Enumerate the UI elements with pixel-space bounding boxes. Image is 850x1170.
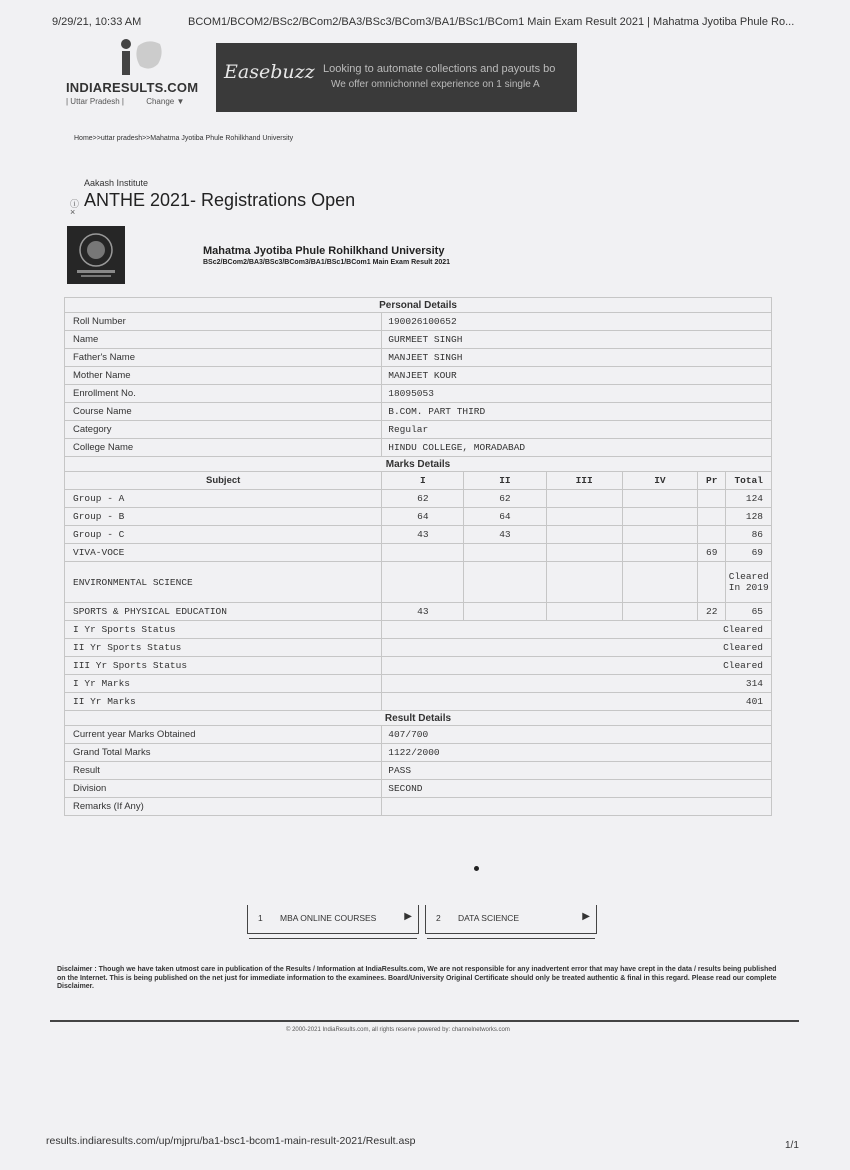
print-datetime: 9/29/21, 10:33 AM [52,16,142,28]
marks-cell [622,490,697,508]
course-label: MBA ONLINE COURSES [280,913,377,923]
divider [50,1020,799,1022]
enrollment-value: 18095053 [382,385,772,403]
table-row [65,657,772,675]
table-row [65,798,772,816]
marks-cell [546,544,622,562]
marks-header-row [65,472,772,490]
result-table [64,297,772,816]
course-number: 2 [436,913,441,923]
marks-details-heading: Marks Details [65,457,772,472]
subject-cell: Group - B [65,508,382,526]
copyright-text: © 2000-2021 IndiaResults.com, all rights reserve powered by: channelnetworks.com [286,1027,510,1033]
print-page-number: 1/1 [785,1140,799,1151]
marks-cell: 64 [382,508,464,526]
state-label: | Uttar Pradesh | [66,97,124,106]
result-value: PASS [382,762,772,780]
remarks-value [382,798,772,816]
marks-cell [622,526,697,544]
course-link-mba[interactable] [247,905,419,934]
table-row [65,367,772,385]
subject-cell: SPORTS & PHYSICAL EDUCATION [65,603,382,621]
exam-name: BSc2/BCom2/BA3/BSc3/BCom3/BA1/BSc1/BCom1 Main Exam Result 2021 [203,259,451,266]
marks-cell [622,508,697,526]
table-row [65,385,772,403]
table-row [65,526,772,544]
division-value: SECOND [382,780,772,798]
status-label: I Yr Marks [65,675,382,693]
result-label: Result [65,762,382,780]
father-name-value: MANJEET SINGH [382,349,772,367]
change-state-link[interactable]: Change ▼ [146,97,185,106]
table-row [65,544,772,562]
disclaimer-text: Disclaimer : Though we have taken utmost care in publication of the Results / Information at IndiaResults.com, We are not responsible for any inadvertent error that may have crept in the data / results being published on the Internet. This is being published on the net just for immediate information to the examinees. Board/University Original Certificate should only be treated authentic & final in this regard. Please read our complete Disclaimer. [57,966,777,990]
status-label: II Yr Sports Status [65,639,382,657]
subject-header: Subject [65,472,382,490]
marks-cell [382,562,464,603]
category-value: Regular [382,421,772,439]
marks-cell [464,544,546,562]
total-cell: Cleared In 2019 [726,562,772,603]
university-name: Mahatma Jyotiba Phule Rohilkhand University [203,245,445,257]
marks-cell [546,562,622,603]
division-label: Division [65,780,382,798]
logo-text: INDIARESULTS.COM [66,80,199,95]
marks-cell: 43 [464,526,546,544]
college-label: College Name [65,439,382,457]
table-row [65,331,772,349]
table-row [65,762,772,780]
marks-cell [464,562,546,603]
marks-cell [698,562,726,603]
total-cell: 86 [726,526,772,544]
total-cell: 124 [726,490,772,508]
promo-sponsor: Aakash Institute [84,178,149,188]
ad-text-line2: We offer omnichonnel experience on 1 single A [331,79,540,90]
subject-cell: Group - A [65,490,382,508]
remarks-label: Remarks (If Any) [65,798,382,816]
subject-cell: Group - C [65,526,382,544]
roll-number-label: Roll Number [65,313,382,331]
status-label: III Yr Sports Status [65,657,382,675]
subject-cell: VIVA-VOCE [65,544,382,562]
paper-i-header: I [382,472,464,490]
marks-cell: 64 [464,508,546,526]
print-page-title: BCOM1/BCOM2/BSc2/BCom2/BA3/BSc3/BCom3/BA1/BSc1/BCom1 Main Exam Result 2021 | Mahatma Jyotiba Phule Ro... [188,16,795,28]
course-number: 1 [258,913,263,923]
table-row [65,726,772,744]
status-value: 401 [382,693,772,711]
promo-title[interactable]: ANTHE 2021- Registrations Open [84,190,356,210]
course-underline [249,938,417,941]
subject-cell: ENVIRONMENTAL SCIENCE [65,562,382,603]
ad-brand: Easebuzz [224,61,315,83]
current-marks-label: Current year Marks Obtained [65,726,382,744]
close-icon[interactable]: × [70,207,76,217]
table-row [65,744,772,762]
marks-cell [698,508,726,526]
play-arrow-icon: ▶ [404,911,412,922]
marks-cell [622,544,697,562]
table-row [65,349,772,367]
breadcrumb[interactable]: Home>>uttar pradesh>>Mahatma Jyotiba Phule Rohilkhand University [74,135,294,142]
total-cell: 128 [726,508,772,526]
marks-cell: 62 [382,490,464,508]
marks-cell: 62 [464,490,546,508]
marks-cell [546,490,622,508]
table-row [65,675,772,693]
table-row [65,508,772,526]
table-row [65,439,772,457]
course-label: Course Name [65,403,382,421]
info-icon[interactable]: ⓘ [70,199,80,209]
name-value: GURMEET SINGH [382,331,772,349]
name-label: Name [65,331,382,349]
marks-cell [698,526,726,544]
marks-cell [622,603,697,621]
university-seal-icon [67,226,125,284]
personal-details-heading: Personal Details [65,298,772,313]
total-header: Total [726,472,772,490]
play-arrow-icon: ▶ [582,911,590,922]
course-label: DATA SCIENCE [458,913,520,923]
enrollment-label: Enrollment No. [65,385,382,403]
paper-ii-header: II [464,472,546,490]
table-row [65,490,772,508]
paper-iv-header: IV [622,472,697,490]
marks-cell [698,490,726,508]
advertisement-banner[interactable] [216,43,577,112]
marks-cell [546,526,622,544]
table-row [65,421,772,439]
table-row [65,639,772,657]
table-row [65,562,772,603]
marks-cell [546,508,622,526]
marks-cell [382,544,464,562]
dot-marker [474,866,479,871]
marks-cell [546,603,622,621]
mother-name-label: Mother Name [65,367,382,385]
marks-cell [464,603,546,621]
grand-total-label: Grand Total Marks [65,744,382,762]
status-value: Cleared [382,621,772,639]
table-row [65,693,772,711]
table-row [65,603,772,621]
course-underline [427,938,595,941]
course-link-data-science[interactable] [425,905,597,934]
practical-header: Pr [698,472,726,490]
marks-cell: 22 [698,603,726,621]
mother-name-value: MANJEET KOUR [382,367,772,385]
table-row [65,313,772,331]
grand-total-value: 1122/2000 [382,744,772,762]
print-footer-url: results.indiaresults.com/up/mjpru/ba1-bsc1-bcom1-main-result-2021/Result.asp [46,1135,416,1147]
status-label: I Yr Sports Status [65,621,382,639]
course-value: B.COM. PART THIRD [382,403,772,421]
table-row [65,780,772,798]
marks-cell [622,562,697,603]
paper-iii-header: III [546,472,622,490]
ad-text-line1: Looking to automate collections and payouts bo [323,63,556,75]
category-label: Category [65,421,382,439]
status-value: Cleared [382,657,772,675]
marks-cell: 43 [382,603,464,621]
college-value: HINDU COLLEGE, MORADABAD [382,439,772,457]
total-cell: 65 [726,603,772,621]
result-details-heading: Result Details [65,711,772,726]
roll-number-value: 190026100652 [382,313,772,331]
table-row [65,621,772,639]
logo-mark-icon [118,38,164,78]
total-cell: 69 [726,544,772,562]
status-value: Cleared [382,639,772,657]
current-marks-value: 407/700 [382,726,772,744]
marks-cell: 43 [382,526,464,544]
father-name-label: Father's Name [65,349,382,367]
table-row [65,403,772,421]
status-label: II Yr Marks [65,693,382,711]
state-selector[interactable] [66,97,184,106]
marks-cell: 69 [698,544,726,562]
status-value: 314 [382,675,772,693]
